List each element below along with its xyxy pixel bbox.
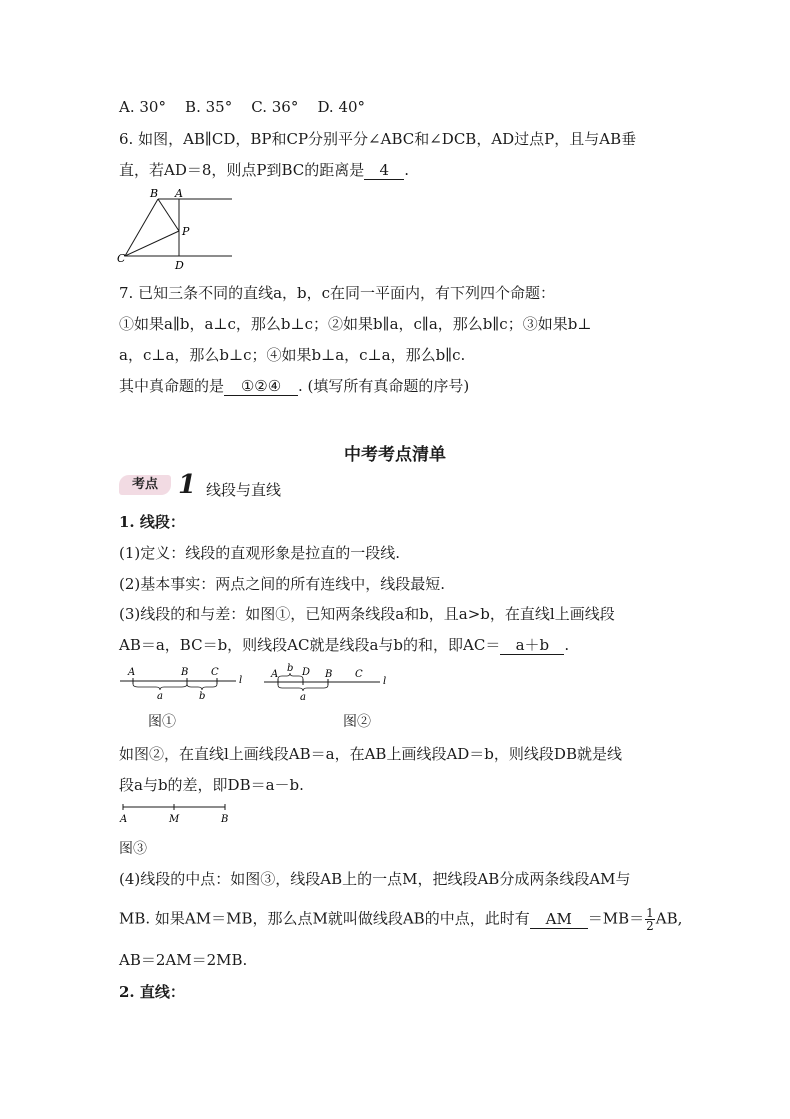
segment-mid-answer: AM [530, 910, 588, 929]
q6-label-a: A [175, 187, 183, 200]
fig2-label-b-point: B [325, 669, 333, 680]
kaodian-badge: 考点 [119, 475, 171, 495]
q7-line4-suffix: . (填写所有真命题的序号) [298, 377, 470, 395]
segment-diff-line2: 段a与b的差，即DB＝a－b. [119, 776, 304, 794]
fig3-label-a: A [120, 814, 128, 825]
fig2-label-d-point: D [302, 667, 311, 678]
q7-line3: a，c⊥a，那么b⊥c；④如果b⊥a，c⊥a，那么b∥c. [119, 346, 466, 364]
fig3-label-b: B [221, 814, 229, 825]
segment-def: (1)定义：线段的直观形象是拉直的一段线. [119, 544, 401, 562]
figure-2 [262, 660, 397, 705]
fig2-caption: 图② [343, 714, 371, 730]
q6-line2-suffix: . [404, 161, 410, 179]
fraction-numerator: 1 [646, 906, 654, 920]
fig3-label-m: M [169, 814, 180, 825]
q6-line-cp [125, 231, 179, 256]
fig1-label-b-point: B [181, 667, 189, 678]
segment-sum-line1: (3)线段的和与差：如图①，已知两条线段a和b，且a>b，在直线l上画线段 [119, 605, 615, 623]
q7-line4-prefix: 其中真命题的是 [119, 377, 225, 395]
segment-diff-line1: 如图②，在直线l上画线段AB＝a，在AB上画线段AD＝b，则线段DB就是线 [119, 745, 622, 763]
fig2-label-a-point: A [271, 669, 279, 680]
fig2-label-c-point: C [355, 669, 363, 680]
segment-sum-answer: a＋b [500, 636, 564, 655]
segment-mid-suffix: AB, [655, 909, 683, 928]
segment-sum-prefix: AB＝a，BC＝b，则线段AC就是线段a与b的和，即AC＝ [119, 636, 501, 654]
q7-answer-blank: ①②④ [224, 377, 298, 396]
q6-label-c: C [117, 252, 126, 265]
q7-line2: ①如果a∥b，a⊥c，那么b⊥c；②如果b∥a，c∥a，那么b∥c；③如果b⊥ [119, 315, 592, 333]
figure-1 [118, 663, 248, 703]
segment-sum-line2 [119, 635, 569, 655]
line-heading: 2. 直线： [119, 983, 185, 1001]
q6-figure [115, 186, 245, 271]
fig2-label-a: a [300, 692, 306, 703]
segment-mid-line3: AB＝2AM＝2MB. [119, 951, 248, 969]
fraction-denominator: 2 [646, 919, 654, 933]
figure-3 [118, 799, 238, 827]
fig3-caption: 图③ [119, 841, 147, 857]
q6-line1: 6. 如图，AB∥CD，BP和CP分别平分∠ABC和∠DCB，AD过点P，且与AB垂 [119, 130, 637, 148]
q6-line2 [119, 160, 409, 180]
segment-mid-middle: ＝MB＝ [587, 909, 645, 928]
segment-mid-prefix: MB. 如果AM＝MB，那么点M就叫做线段AB的中点，此时有 [119, 909, 530, 928]
fig1-label-a-point: A [128, 667, 136, 678]
q7-line1: 7. 已知三条不同的直线a，b，c在同一平面内，有下列四个命题： [119, 284, 556, 302]
segment-heading: 1. 线段： [119, 513, 185, 531]
option-a: A. 30° [119, 98, 166, 116]
fraction-one-half [645, 907, 655, 932]
kaodian-title: 线段与直线 [206, 481, 282, 499]
option-c: C. 36° [251, 98, 299, 116]
fig2-label-b-small: b [287, 663, 294, 674]
fig1-label-l: l [239, 675, 243, 686]
q6-label-p: P [182, 225, 190, 238]
q6-line-bc [125, 199, 158, 256]
fig1-brace-a [133, 684, 187, 690]
section-title: 中考考点清单 [344, 445, 446, 465]
q5-options [119, 97, 365, 117]
q7-line4 [119, 376, 469, 396]
segment-fact: (2)基本事实：两点之间的所有连线中，线段最短. [119, 575, 446, 593]
fig1-label-b: b [199, 691, 206, 702]
kaodian-number: 1 [178, 470, 197, 500]
fig1-caption: 图① [148, 714, 176, 730]
fig2-brace-a [278, 685, 328, 691]
fig1-label-a: a [157, 691, 163, 702]
q6-line2-prefix: 直，若AD＝8，则点P到BC的距离是 [119, 161, 365, 179]
fig2-label-l: l [383, 676, 387, 687]
fig1-label-c-point: C [211, 667, 219, 678]
q6-label-b: B [150, 187, 159, 200]
segment-mid-line2 [119, 907, 682, 932]
option-d: D. 40° [317, 98, 366, 116]
q6-line-bp [158, 199, 179, 231]
segment-mid-line1: (4)线段的中点：如图③，线段AB上的一点M，把线段AB分成两条线段AM与 [119, 870, 631, 888]
fig1-brace-b [187, 684, 217, 690]
q6-answer-blank: 4 [364, 161, 404, 180]
option-b: B. 35° [185, 98, 233, 116]
segment-sum-suffix: . [564, 636, 570, 654]
q6-label-d: D [175, 259, 184, 271]
